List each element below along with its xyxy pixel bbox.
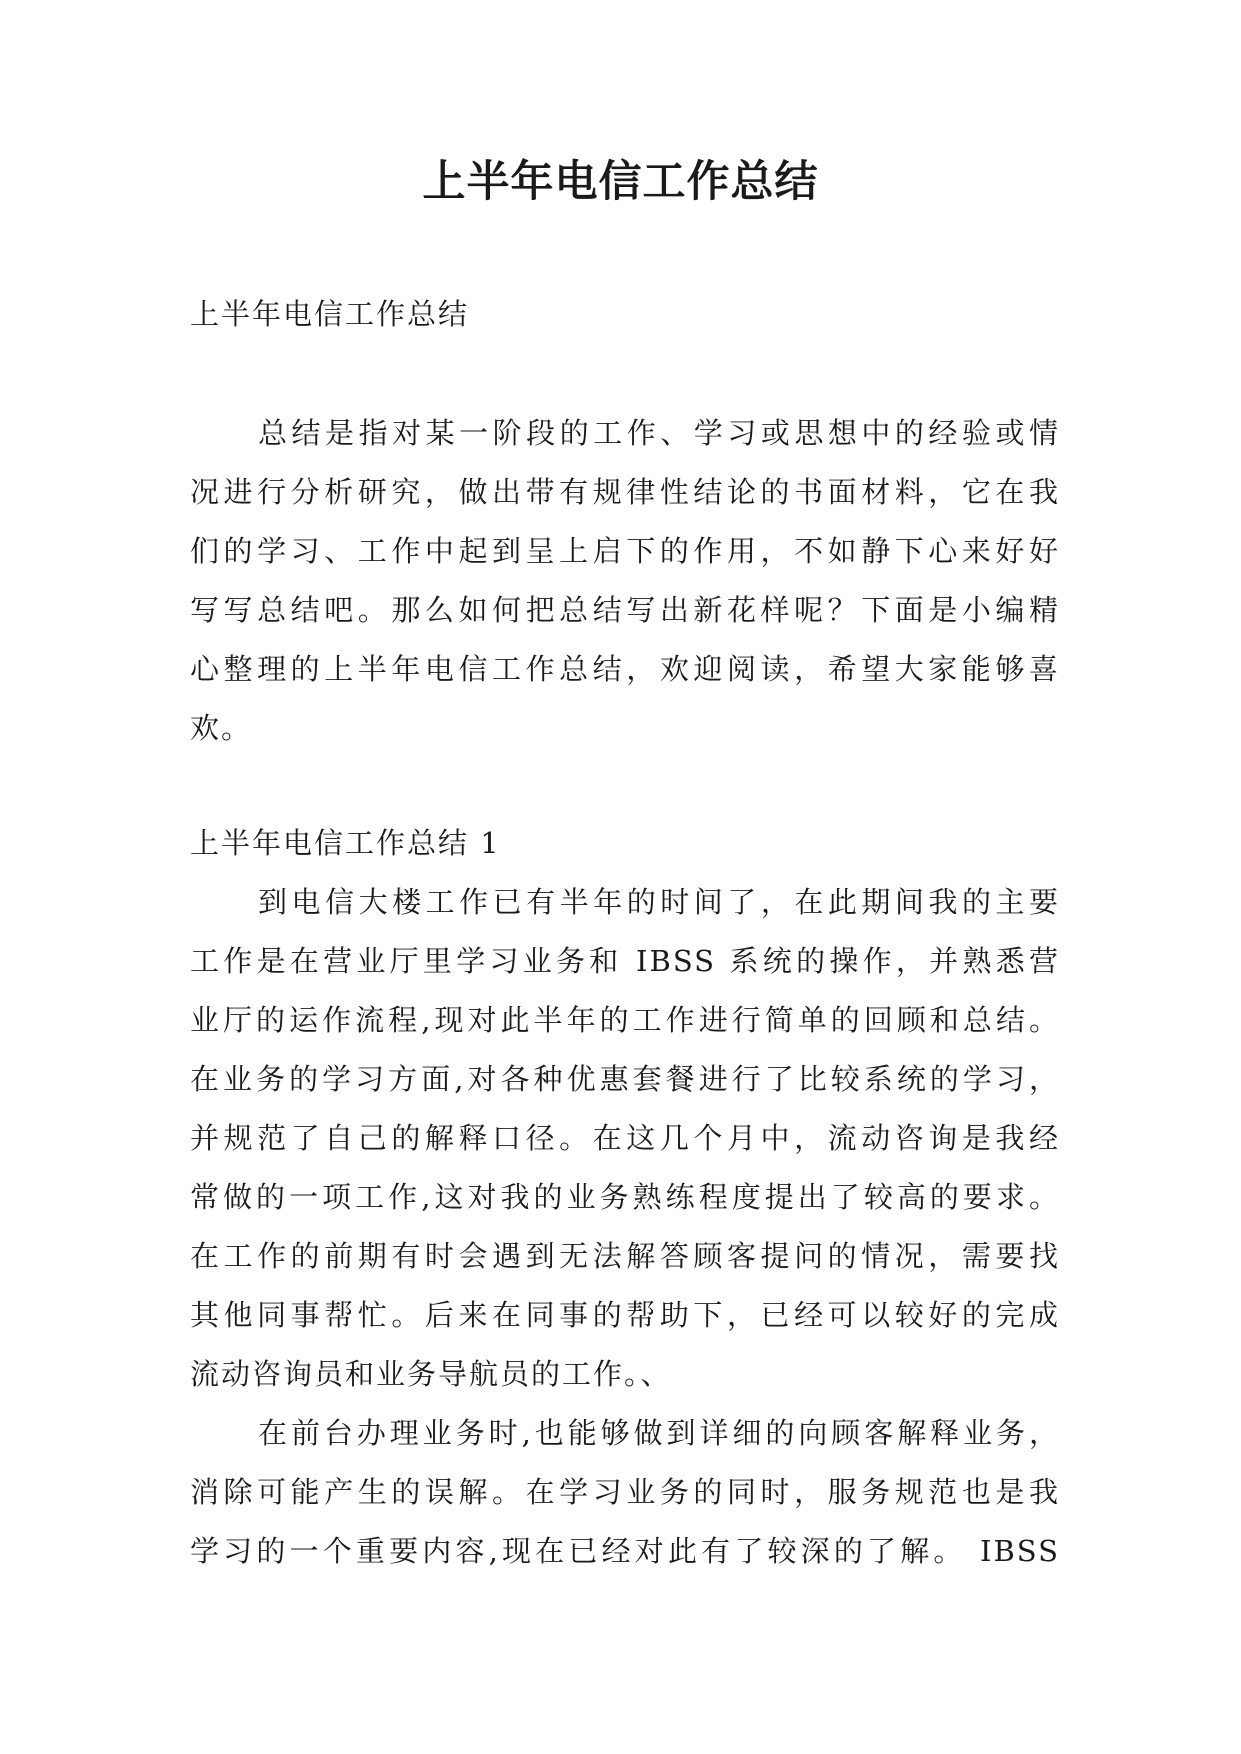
paragraph-line: 到电信大楼工作已有半年的时间了，在此期间我的主要 (258, 885, 1060, 919)
paragraph-line: 消除可能产生的误解。在学习业务的同时，服务规范也是我 (190, 1475, 1060, 1509)
document-subtitle: 上半年电信工作总结 (190, 297, 470, 331)
paragraph-line: 在工作的前期有时会遇到无法解答顾客提问的情况，需要找 (190, 1239, 1060, 1273)
paragraph-line: 欢。 (190, 711, 253, 745)
section-paragraph (190, 873, 1060, 1404)
paragraph-line: 业厅的运作流程,现对此半年的工作进行简单的回顾和总结。 (190, 1003, 1060, 1037)
paragraph-line: 们的学习、工作中起到呈上启下的作用，不如静下心来好好 (190, 534, 1060, 568)
paragraph-line: 并规范了自己的解释口径。在这几个月中，流动咨询是我经 (190, 1121, 1060, 1155)
document-body (190, 285, 1060, 1581)
paragraph-line: 其他同事帮忙。后来在同事的帮助下，已经可以较好的完成 (190, 1298, 1060, 1332)
paragraph-line: 况进行分析研究，做出带有规律性结论的书面材料，它在我 (190, 475, 1060, 509)
intro-paragraph (190, 404, 1060, 758)
paragraph-line: 写写总结吧。那么如何把总结写出新花样呢？下面是小编精 (190, 593, 1060, 627)
paragraph-line: 总结是指对某一阶段的工作、学习或思想中的经验或情 (258, 416, 1060, 450)
paragraph-line: 常做的一项工作,这对我的业务熟练程度提出了较高的要求。 (190, 1180, 1060, 1214)
paragraph-line: 工作是在营业厅里学习业务和 IBSS 系统的操作，并熟悉营 (190, 944, 1060, 978)
paragraph-line: 在业务的学习方面,对各种优惠套餐进行了比较系统的学习， (190, 1062, 1060, 1096)
paragraph-line: 在前台办理业务时,也能够做到详细的向顾客解释业务， (258, 1416, 1060, 1450)
paragraph-line: 流动咨询员和业务导航员的工作。、 (190, 1357, 672, 1391)
section-paragraph (190, 1404, 1060, 1581)
section-heading: 上半年电信工作总结 1 (190, 826, 501, 860)
paragraph-line: 心整理的上半年电信工作总结，欢迎阅读，希望大家能够喜 (190, 652, 1060, 686)
document-title: 上半年电信工作总结 (422, 157, 819, 207)
paragraph-line: 学习的一个重要内容,现在已经对此有了较深的了解。 IBSS (190, 1534, 1060, 1568)
